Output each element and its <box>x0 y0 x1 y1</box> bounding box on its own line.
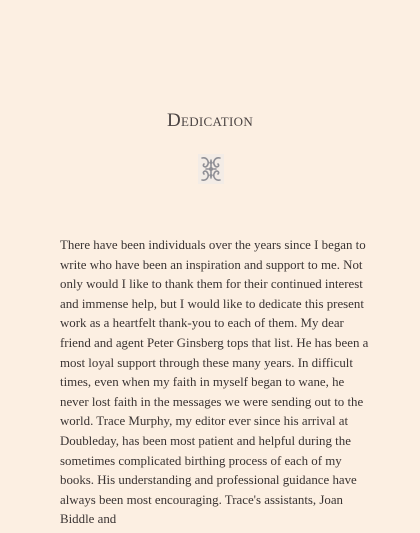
floral-ornament-icon <box>198 154 224 184</box>
page-title: Dedication <box>166 110 254 131</box>
dedication-paragraph: There have been individuals over the years since I began to write who have been an inspiration and support to me. Not only would I like to thank them for their continued interest and immense help, but I would like to dedicate this present work as a heartfelt thank-you to each of them. My dear friend and agent Peter Ginsberg tops that list. He has been a most loyal support through these many years. In difficult times, even when my faith in myself began to wane, he never lost faith in the messages we were sending out to the world. Trace Murphy, my editor ever since his arrival at Doubleday, has been most patient and helpful during the sometimes complicated birthing process of each of my books. His understanding and professional guidance have always been most encouraging. Trace's assistants, Joan Biddle and <box>60 238 369 527</box>
